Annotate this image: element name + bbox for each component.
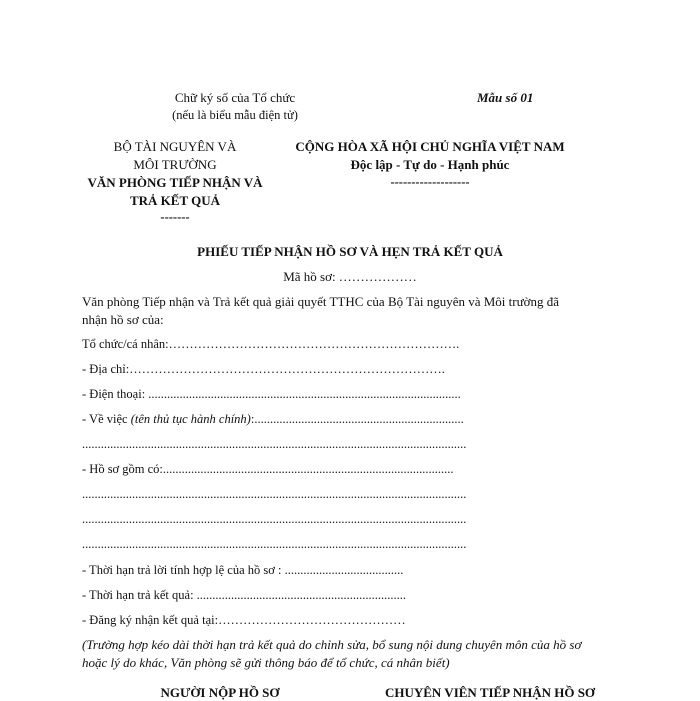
form-number: Mẫu số 01: [477, 90, 534, 105]
office-line1: VĂN PHÒNG TIẾP NHẬN VÀ: [87, 175, 263, 190]
blank-line-3: ...........................................................................................................................: [82, 537, 467, 551]
blank-line-1: ...........................................................................................................................: [82, 487, 467, 501]
submitter-signature-title: NGƯỜI NỘP HỒ SƠ: [160, 685, 280, 700]
applicant-field: Tổ chức/cá nhân:…………………………………………………………….: [82, 337, 460, 351]
office-rule: -------: [160, 210, 190, 224]
intro-line1: Văn phòng Tiếp nhận và Trả kết quả giải quyết TTHC của Bộ Tài nguyên và Môi trường đã: [82, 294, 560, 309]
dossier-code: Mã hồ sơ: ………………: [283, 269, 417, 284]
motto: Độc lập - Tự do - Hạnh phúc: [350, 157, 510, 172]
motto-rule: -------------------: [390, 175, 470, 189]
signature-note-line2: (nếu là biểu mẫu điện tử): [172, 108, 298, 122]
subject-continuation: ...........................................................................................................................: [82, 437, 467, 451]
page-title: PHIẾU TIẾP NHẬN HỒ SƠ VÀ HẸN TRẢ KẾT QUẢ: [197, 244, 503, 259]
ministry-line1: BỘ TÀI NGUYÊN VÀ: [113, 139, 237, 154]
result-deadline-field: - Thời hạn trả kết quả: ...................................................................: [82, 588, 407, 602]
blank-line-2: ...........................................................................................................................: [82, 512, 467, 526]
note-line2: hoặc lý do khác, Văn phòng sẽ gửi thông báo để tổ chức, cá nhân biết): [82, 655, 450, 670]
ministry-line2: MÔI TRƯỜNG: [133, 157, 217, 172]
address-field: - Địa chỉ:………………………………………………………………….: [82, 362, 445, 376]
intro-line2: nhận hồ sơ của:: [82, 312, 164, 327]
officer-signature-title: CHUYÊN VIÊN TIẾP NHẬN HỒ SƠ: [384, 685, 596, 700]
register-pickup-field: - Đăng ký nhận kết quả tại:………………………………………: [82, 613, 406, 627]
subject-italic: (tên thủ tục hành chính): [130, 412, 251, 426]
subject-suffix: :...................................................................: [250, 412, 464, 426]
subject-prefix: - Về việc: [82, 412, 131, 426]
signature-note-line1: Chữ ký số của Tổ chức: [174, 90, 296, 105]
dossier-items-field: - Hồ sơ gồm có:.............................................................................................: [82, 462, 454, 476]
phone-field: - Điện thoại: ....................................................................................................: [82, 387, 461, 401]
office-line2: TRẢ KẾT QUẢ: [129, 193, 221, 208]
note-line1: (Trường hợp kéo dài thời hạn trả kết quả do chỉnh sửa, bổ sung nội dung chuyên môn của hồ sơ: [82, 637, 582, 652]
validity-deadline-field: - Thời hạn trả lời tính hợp lệ của hồ sơ : ......................................: [82, 563, 404, 577]
country-name: CỘNG HÒA XÃ HỘI CHỦ NGHĨA VIỆT NAM: [295, 139, 565, 154]
subject-field: [82, 412, 502, 427]
